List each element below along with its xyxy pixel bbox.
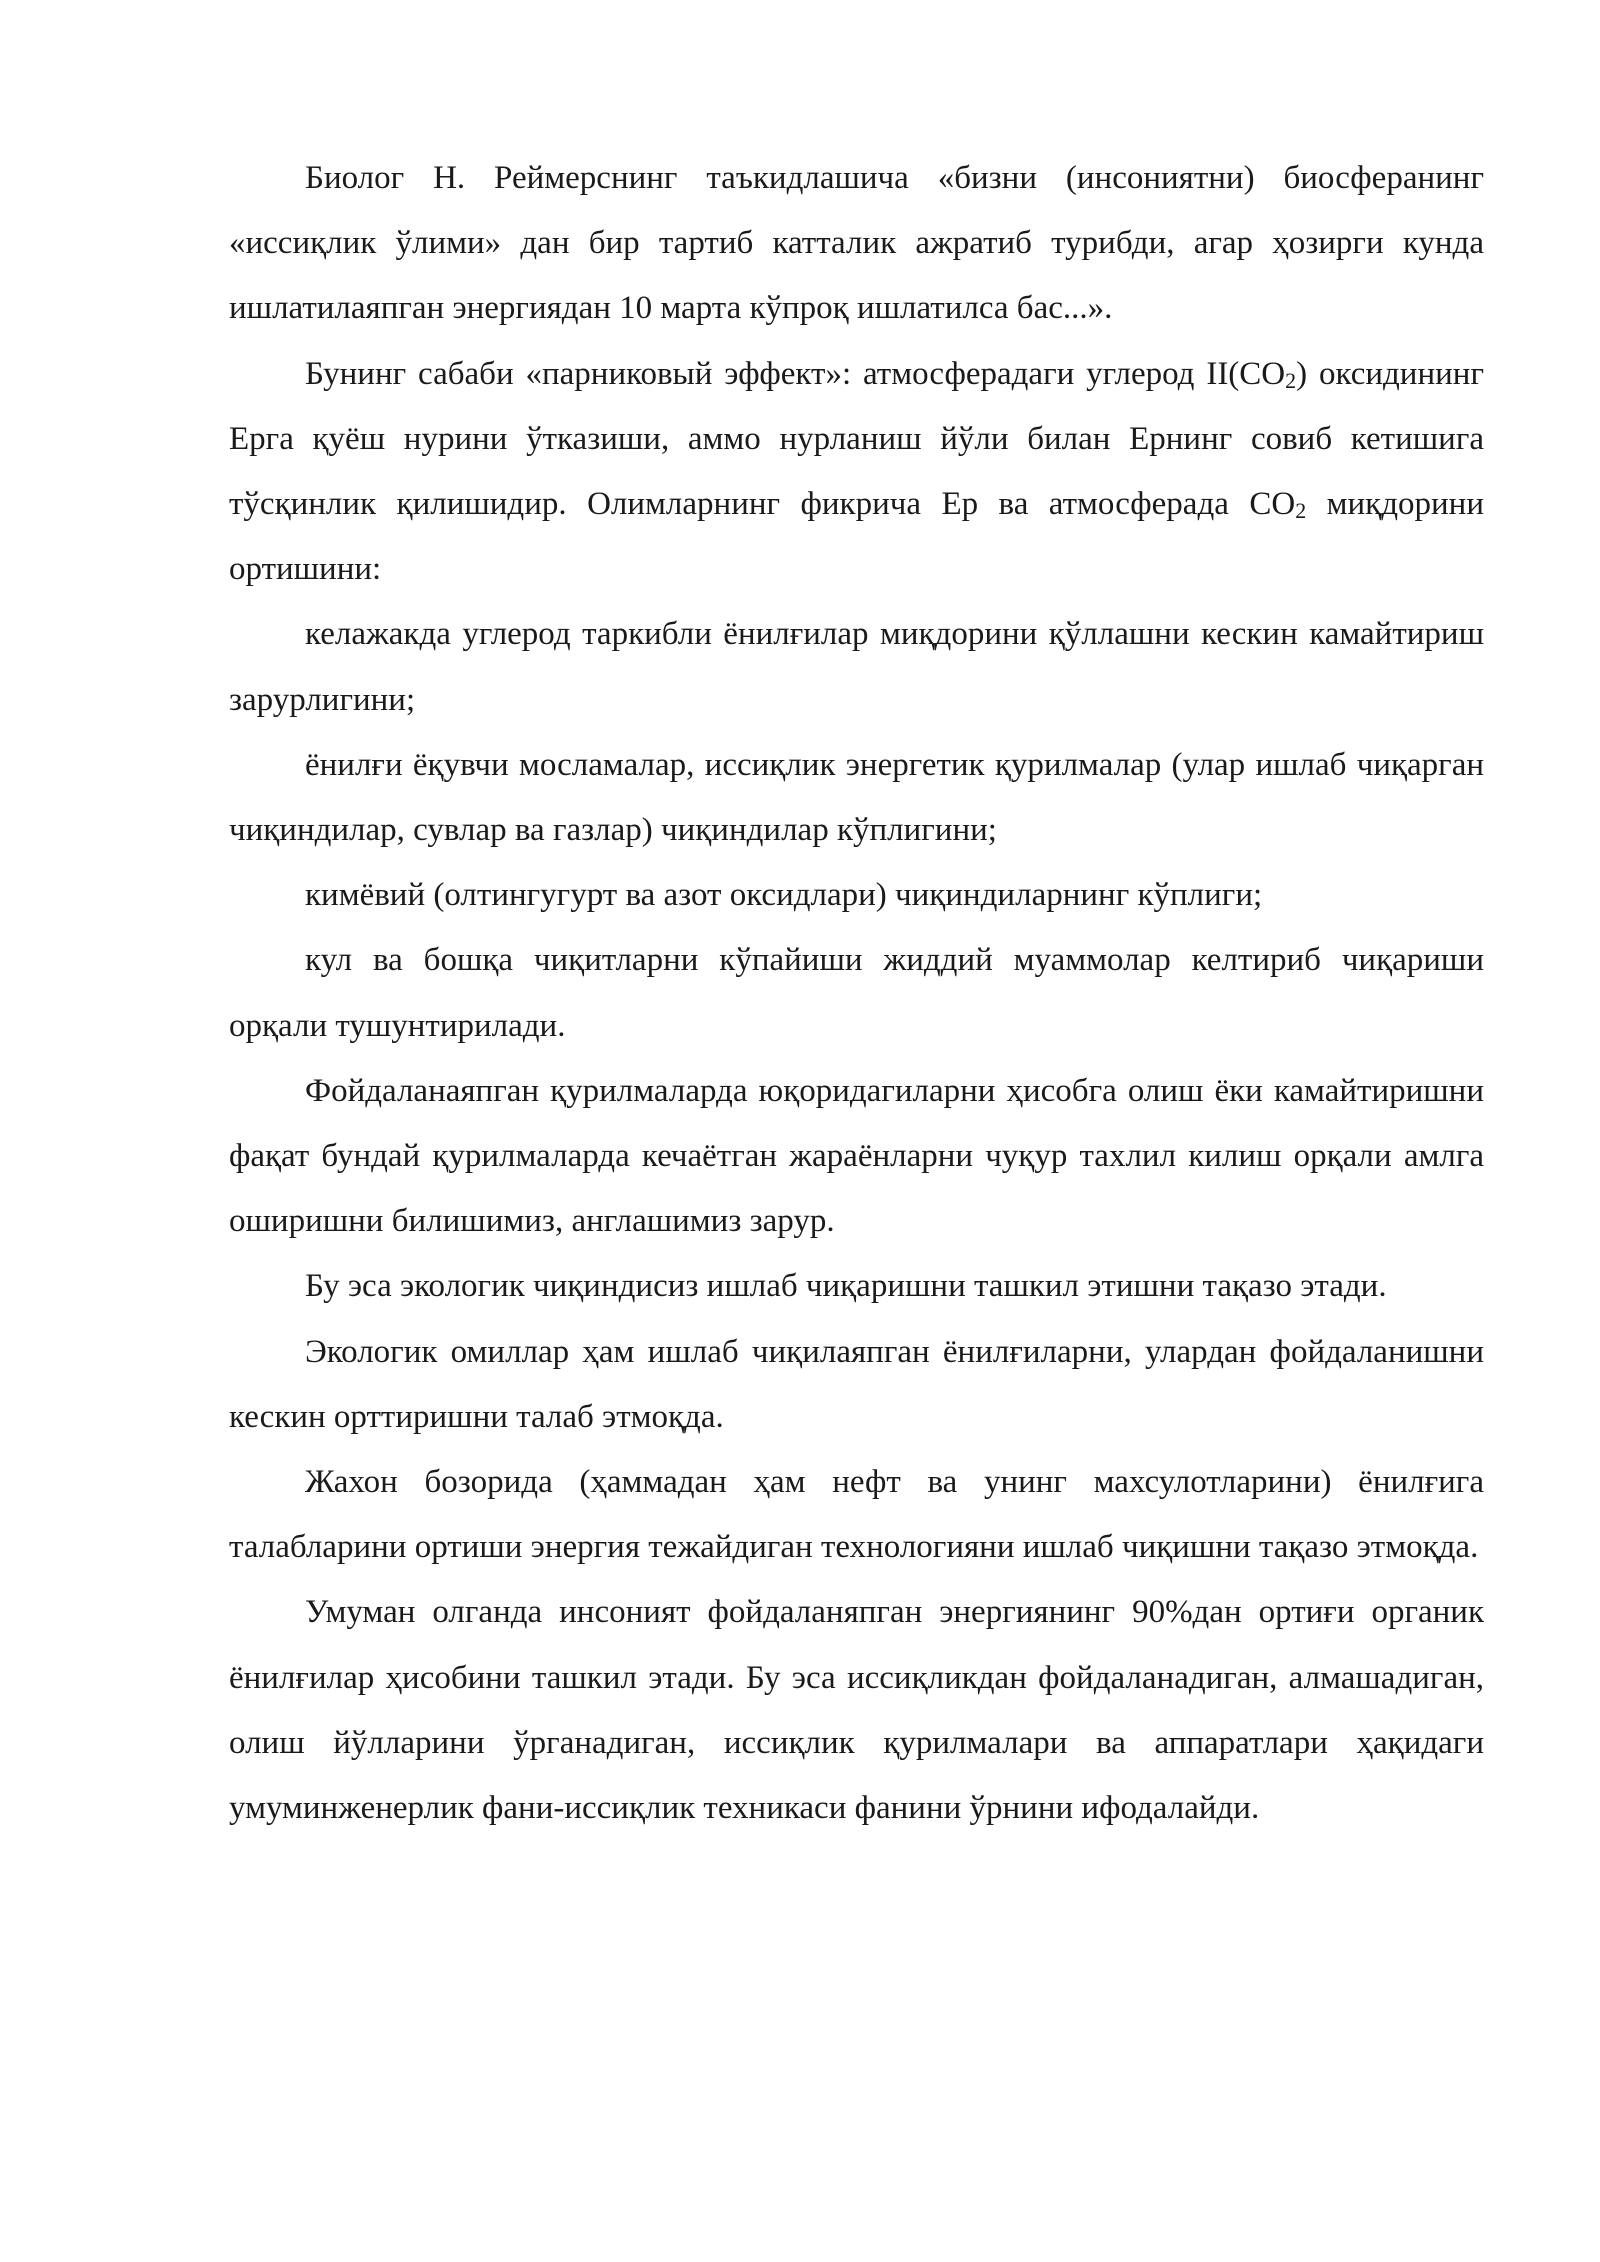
text-fragment: ) оксидининг Ерга қуёш нурини ўтказиши, аммо нурланиш йўли билан Ернинг совиб кетишига тўсқинлик қилишидир. Олимларнинг фикрича Ер ва атмосферада СО bbox=[229, 355, 1484, 523]
paragraph-waste-free: Бу эса экологик чиқиндисиз ишлаб чиқаришни ташкил этишни тақазо этади. bbox=[305, 1268, 1387, 1305]
paragraph-ash-waste: кул ва бошқа чиқитларни кўпайиши жиддий муаммолар келтириб чиқариши орқали тушунтирилади. bbox=[229, 942, 1484, 1044]
paragraph-heat-engineering: Умуман олганда инсоният фойдаланяпган энергиянинг 90%дан ортиғи органик ёнилғилар ҳисобини ташкил этади. Бу эса иссиқликдан фойдаланадиган, алмашадиган, олиш йўлларини ўрганадиган, иссиқлик қурилмалари ва аппаратлари ҳақидаги умуминженерлик фани-иссиқлик техникаси фанини ўрнини ифодалайди. bbox=[229, 1594, 1484, 1827]
paragraph-world-market: Жахон бозорида (ҳаммадан ҳам нефт ва унинг махсулотларини) ёнилғига талабларини ортиши энергия тежайдиган технологияни ишлаб чиқишни тақазо этмоқда. bbox=[229, 1464, 1484, 1566]
subscript: 2 bbox=[1295, 498, 1307, 524]
text-fragment: миқдорини ортишини: bbox=[229, 486, 1484, 588]
paragraph-greenhouse-effect bbox=[229, 342, 1484, 603]
subscript: 2 bbox=[1285, 367, 1297, 393]
paragraph-analysis: Фойдаланаяпган қурилмаларда юқоридагиларни ҳисобга олиш ёки камайтиришни фақат бундай қурилмаларда кечаётган жараёнларни чуқур тахлил килиш орқали амлга оширишни билишимиз, англашимиз зарур. bbox=[229, 1072, 1484, 1240]
paragraph-carbon-fuels: келажакда углерод таркибли ёнилғилар миқдорини қўллашни кескин камайтириш зарурлигини; bbox=[229, 616, 1484, 718]
document-body bbox=[229, 146, 1484, 1841]
paragraph-ecological-factors: Экологик омиллар ҳам ишлаб чиқилаяпган ёнилғиларни, улардан фойдаланишни кескин орттиришни талаб этмоқда. bbox=[229, 1333, 1484, 1435]
paragraph-fuel-devices: ёнилғи ёқувчи мосламалар, иссиқлик энергетик қурилмалар (улар ишлаб чиқарган чиқиндилар, сувлар ва газлар) чиқиндилар кўплигини; bbox=[229, 746, 1484, 849]
paragraph-chemical-waste: кимёвий (олтингугурт ва азот оксидлари) чиқиндиларнинг кўплиги; bbox=[305, 877, 1263, 914]
paragraph-reimers-quote: Биолог Н. Реймерснинг таъкидлашича «бизни (инсониятни) биосферанинг «иссиқлик ўлими» дан бир тартиб катталик ажратиб турибди, агар ҳозирги кунда ишлатилаяпган энергиядан 10 марта кўпроқ ишлатилса бас...». bbox=[229, 160, 1484, 327]
text-fragment: Бунинг сабаби «парниковый эффект»: атмосферадаги углерод II(СО bbox=[305, 355, 1286, 392]
